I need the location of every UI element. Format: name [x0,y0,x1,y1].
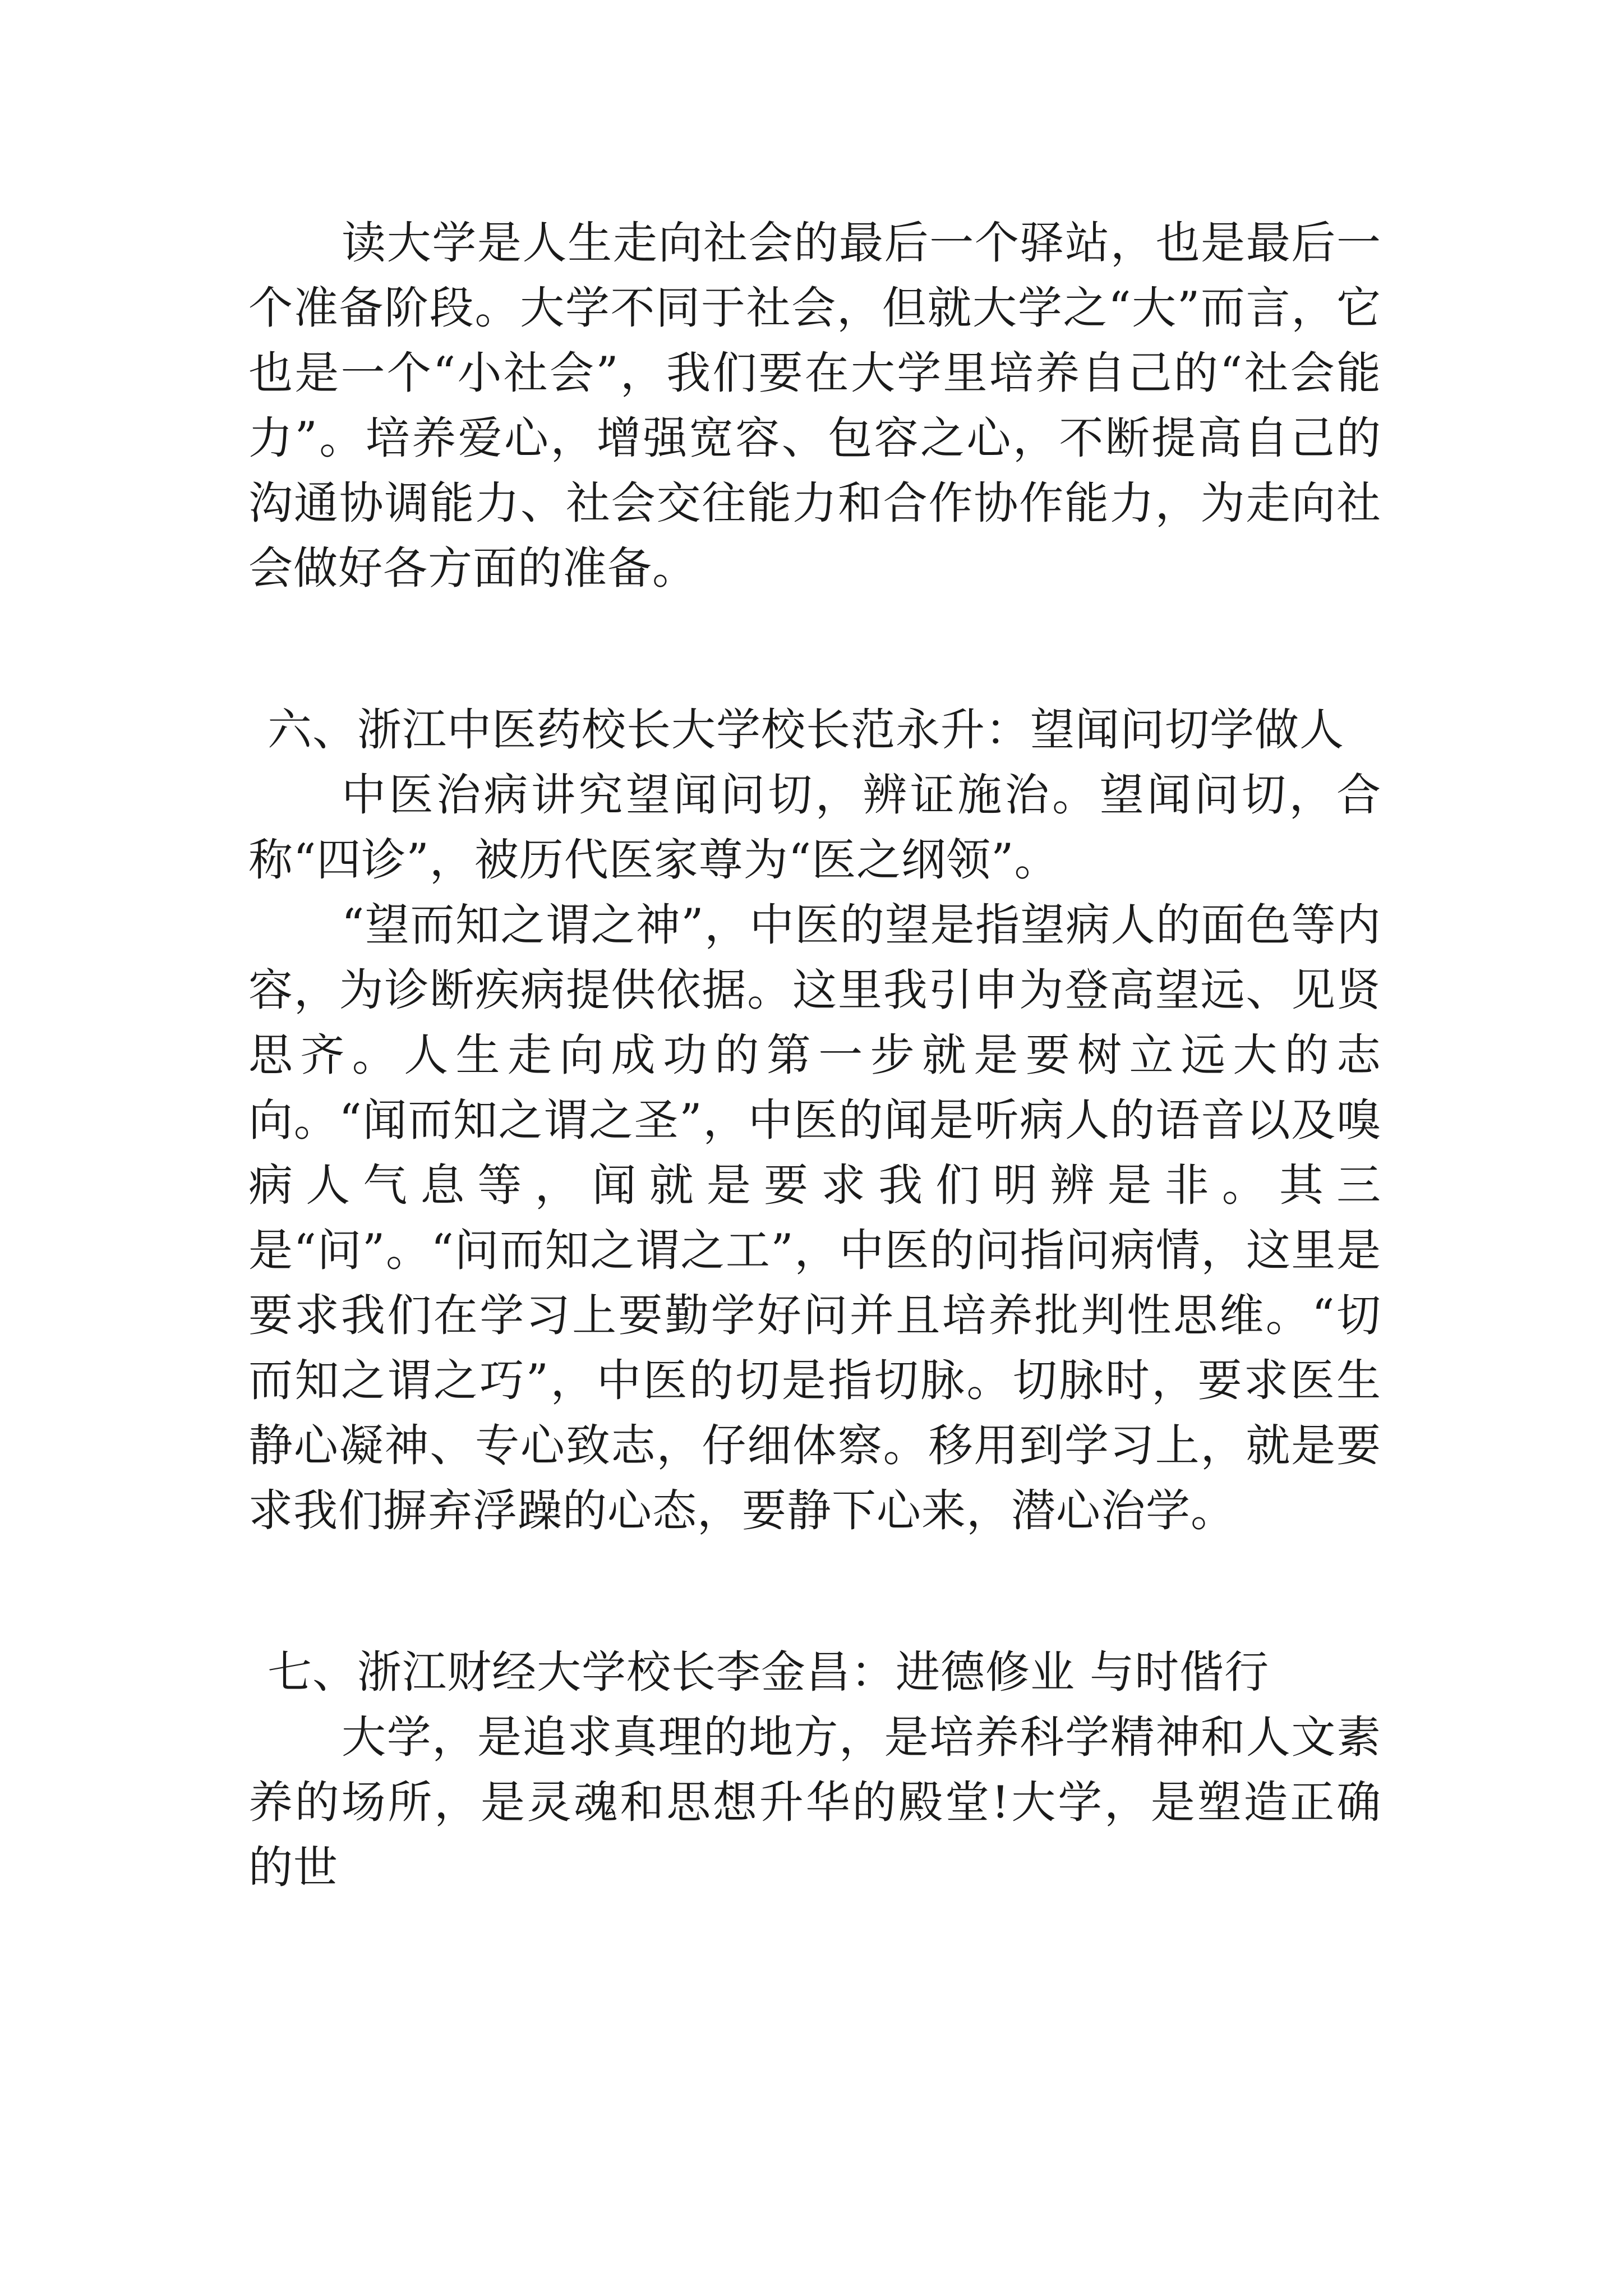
section5-paragraph: 读大学是人生走向社会的最后一个驿站，也是最后一个准备阶段。大学不同于社会，但就大学之“大”而言，它也是一个“小社会”，我们要在大学里培养自己的“社会能力”。培养爱心，增强宽容、包容之心，不断提高自己的沟通协调能力、社会交往能力和合作协作能力，为走向社会做好各方面的准备。 [248,217,1381,594]
section-gap [248,601,1381,697]
section6-heading: 六、浙江中医药校长大学校长范永升：望闻问切学做人 [268,704,1344,756]
document-body [248,210,1381,1900]
section6-paragraph-1: 中医治病讲究望闻问切，辨证施治。望闻问切，合称“四诊”，被历代医家尊为“医之纲领”。 [248,769,1381,886]
section-gap [248,1543,1381,1640]
section6-paragraph-2: “望而知之谓之神”，中医的望是指望病人的面色等内容，为诊断疾病提供依据。这里我引申为登高望远、见贤思齐。人生走向成功的第一步就是要树立远大的志向。“闻而知之谓之圣”，中医的闻是听病人的语音以及嗅病人气息等，闻就是要求我们明辨是非。其三是“问”。“问而知之谓之工”，中医的问指问病情，这里是要求我们在学习上要勤学好问并且培养批判性思维。“切而知之谓之巧”，中医的切是指切脉。切脉时，要求医生静心凝神、专心致志，仔细体察。移用到学习上，就是要求我们摒弃浮躁的心态，要静下心来，潜心治学。 [248,899,1381,1536]
section7-paragraph-1: 大学，是追求真理的地方，是培养科学精神和人文素养的场所，是灵魂和思想升华的殿堂!大学，是塑造正确的世 [248,1711,1381,1893]
section7-heading: 七、浙江财经大学校长李金昌：进德修业 与时偕行 [268,1646,1270,1698]
